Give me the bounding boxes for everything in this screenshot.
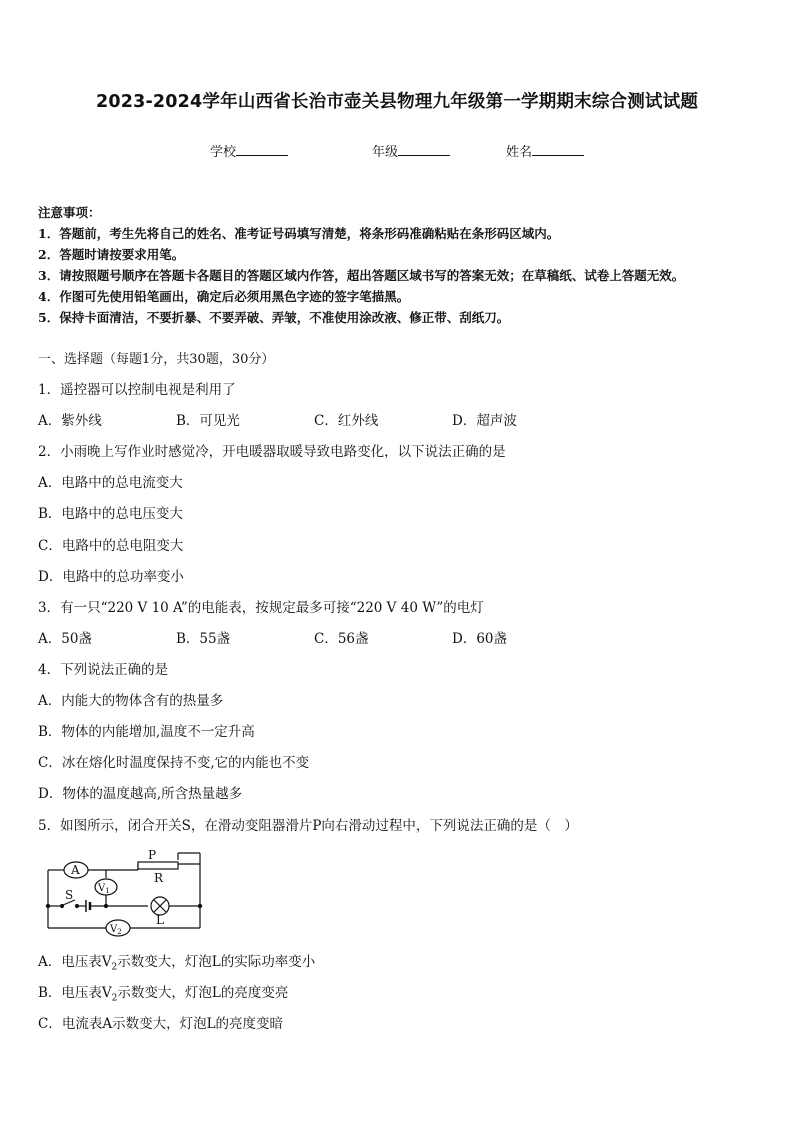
voltmeter1-label: $V_1$ xyxy=(98,883,110,895)
option-c[interactable]: C．冰在熔化时温度保持不变,它的内能也不变 xyxy=(38,755,310,771)
slider-label: P xyxy=(148,848,157,862)
name-blank[interactable] xyxy=(532,143,584,156)
option-text: B．电压表V xyxy=(38,985,112,1001)
ammeter-label: A xyxy=(71,863,80,877)
option-c[interactable]: C．56盏 xyxy=(314,631,369,647)
lamp-label: L xyxy=(156,913,164,927)
section-heading: 一、选择题（每题1分，共30题，30分） xyxy=(38,352,275,367)
question-stem: 1．遥控器可以控制电视是利用了 xyxy=(38,382,236,398)
option-a[interactable]: A．50盏 xyxy=(38,631,92,647)
note-item: 2．答题时请按要求用笔。 xyxy=(38,247,185,262)
option-d[interactable]: D．超声波 xyxy=(452,413,517,429)
school-blank[interactable] xyxy=(236,143,288,156)
option-d[interactable]: D．60盏 xyxy=(452,631,508,647)
question-stem: 3．有一只“220 V 10 A”的电能表，按规定最多可接“220 V 40 W”的电灯 xyxy=(38,600,484,616)
option-text: C．电流表A示数变大，灯泡L的亮度变暗 xyxy=(38,1016,284,1032)
grade-label: 年级 xyxy=(372,145,399,160)
school-label: 学校 xyxy=(210,145,237,160)
voltmeter2-label: $V_2$ xyxy=(110,924,122,936)
option-a[interactable] xyxy=(38,950,315,973)
grade-blank[interactable] xyxy=(398,143,450,156)
junction-dot xyxy=(104,904,107,907)
note-item: 1．答题前，考生先将自己的姓名、准考证号码填写清楚，将条形码准确粘贴在条形码区域内。 xyxy=(38,226,560,241)
option-c[interactable]: C．电路中的总电阻变大 xyxy=(38,538,184,554)
option-b[interactable] xyxy=(38,981,288,1004)
option-text: 示数变大，灯泡L的实际功率变小 xyxy=(117,954,316,970)
name-field[interactable] xyxy=(506,141,584,160)
junction-dot xyxy=(46,904,49,907)
option-c[interactable] xyxy=(38,1012,283,1032)
option-b[interactable]: B．55盏 xyxy=(176,631,231,647)
option-a[interactable]: A．内能大的物体含有的热量多 xyxy=(38,693,224,709)
option-b[interactable]: B．可见光 xyxy=(176,413,240,429)
option-text: 示数变大，灯泡L的亮度变亮 xyxy=(117,985,289,1001)
junction-dot xyxy=(198,904,201,907)
page-title: 2023-2024学年山西省长治市壶关县物理九年级第一学期期末综合测试试题 xyxy=(95,92,699,112)
option-a[interactable]: A．紫外线 xyxy=(38,413,102,429)
question-stem: 4．下列说法正确的是 xyxy=(38,662,169,678)
name-label: 姓名 xyxy=(506,145,533,160)
resistor-icon xyxy=(138,862,178,869)
option-d[interactable]: D．物体的温度越高,所含热量越多 xyxy=(38,786,243,802)
switch-label: S xyxy=(65,888,74,902)
grade-field[interactable] xyxy=(372,141,450,160)
subscript: 2 xyxy=(111,993,118,1004)
question-stem: 5．如图所示，闭合开关S，在滑动变阻器滑片P向右滑动过程中，下列说法正确的是（ ） xyxy=(38,818,578,834)
option-b[interactable]: B．电路中的总电压变大 xyxy=(38,506,183,522)
subscript: 2 xyxy=(111,962,118,973)
option-b[interactable]: B．物体的内能增加,温度不一定升高 xyxy=(38,724,255,740)
school-field[interactable] xyxy=(210,141,288,160)
circuit-diagram xyxy=(40,848,210,938)
option-c[interactable]: C．红外线 xyxy=(314,413,379,429)
resistor-label: R xyxy=(154,871,164,885)
note-item: 4．作图可先使用铅笔画出，确定后必须用黑色字迹的签字笔描黑。 xyxy=(38,289,410,304)
note-item: 3．请按照题号顺序在答题卡各题目的答题区域内作答，超出答题区域书写的答案无效；在草稿纸、试卷上答题无效。 xyxy=(38,268,685,283)
option-a[interactable]: A．电路中的总电流变大 xyxy=(38,475,183,491)
option-d[interactable]: D．电路中的总功率变小 xyxy=(38,569,184,585)
note-item: 5．保持卡面清洁，不要折暴、不要弄破、弄皱，不准使用涂改液、修正带、刮纸刀。 xyxy=(38,310,510,325)
question-stem: 2．小雨晚上写作业时感觉冷，开电暖器取暖导致电路变化，以下说法正确的是 xyxy=(38,444,506,460)
option-text: A．电压表V xyxy=(38,954,112,970)
notes-heading: 注意事项： xyxy=(38,205,101,220)
